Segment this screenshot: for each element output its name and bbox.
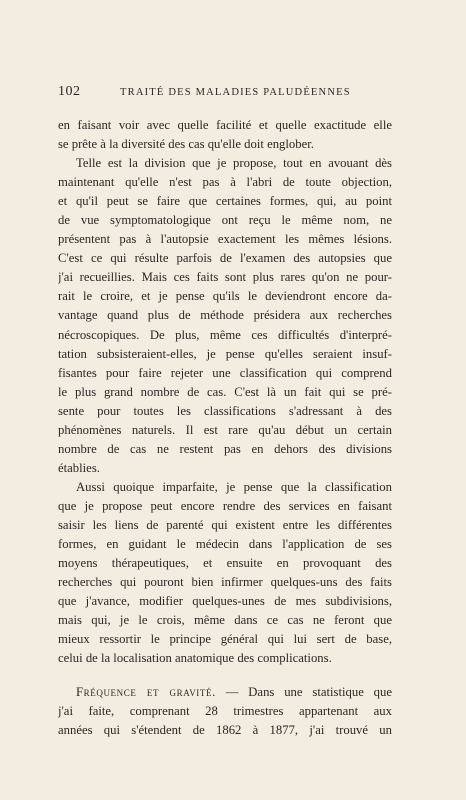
text-line: saisir les liens de parenté qui existent entre les différentes [58,517,392,532]
running-title: TRAITÉ DES MALADIES PALUDÉENNES [120,87,351,98]
text-line: maintenant qu'elle n'est pas à l'abri de toute objection, [58,175,392,190]
text-line: que je propose peut encore rendre des services en faisant [58,498,392,513]
text-line: tation subsisteraient-elles, je pense qu'elles seraient insuf- [58,346,392,361]
text-line: mais qui, je le crois, même dans ce cas ne feront que [58,613,392,628]
text-line: fisantes pour faire rejeter une classification qui comprend [58,365,392,380]
text-line: se prête à la diversité des cas qu'elle doit englober. [58,137,314,152]
text-line: le plus grand nombre de cas. C'est là un fait qui se pré- [58,384,392,399]
text-line: établies. [58,460,100,475]
text-line: nombre de cas ne restent pas en dehors des divisions [58,441,392,456]
text-line: rait le croire, et je pense qu'ils le deviendront encore da- [58,289,392,304]
section-gap [58,668,392,683]
text-line: en faisant voir avec quelle facilité et quelle exactitude elle [58,118,392,132]
text-line: j'ai faite, comprenant 28 trimestres appartenant aux [58,704,392,719]
heading-continuation: — Dans une statistique que [215,685,392,700]
text-line: recherches qui pouront bien infirmer quelques-uns des faits [58,575,392,590]
text-line: et qu'il peut se faire que certaines formes, qui, au point [58,194,392,209]
text-line: que j'avance, modifier quelques-unes de mes subdivisions, [58,594,392,609]
paragraph [58,154,392,478]
text-line: C'est ce qui résulte parfois de l'examen des autopsies que [58,251,392,266]
text-line: moyens thérapeutiques, et ensuite en provoquant des [58,556,392,571]
text-line: de vue symptomatologique ont reçu le même nom, ne [58,213,392,228]
text-line: nécroscopiques. De plus, même ces difficultés d'interpré- [58,327,392,342]
text-line [58,683,392,702]
body-text [58,116,392,741]
paragraph [58,478,392,668]
text-line: mieux ressortir le principe général qui lui sert de base, [58,632,392,647]
text-line: présentent pas à l'autopsie exactement les mêmes lésions. [58,232,392,247]
paragraph [58,116,392,154]
text-line: Aussi quoique imparfaite, je pense que la classification [76,479,392,494]
text-line: vantage quand plus de méthode présidera aux recherches [58,308,392,323]
text-line: phénomènes naturels. Il est rare qu'au début un certain [58,422,392,437]
text-line: formes, en guidant le médecin dans l'application de ses [58,537,392,552]
text-line: j'ai recueillies. Mais ces faits sont plus rares qu'on ne pour- [58,270,392,285]
page-number: 102 [58,84,81,99]
page-header [58,84,388,104]
text-line: sente pour toutes les classifications s'adressant à des [58,403,392,418]
text-line: celui de la localisation anatomique des complications. [58,651,332,666]
text-line: années qui s'étendent de 1862 à 1877, j'ai trouvé un [58,723,392,738]
paragraph [58,683,392,740]
section-heading: Fréquence et gravité. [76,685,216,700]
text-line: Telle est la division que je propose, tout en avouant dès [76,156,392,171]
